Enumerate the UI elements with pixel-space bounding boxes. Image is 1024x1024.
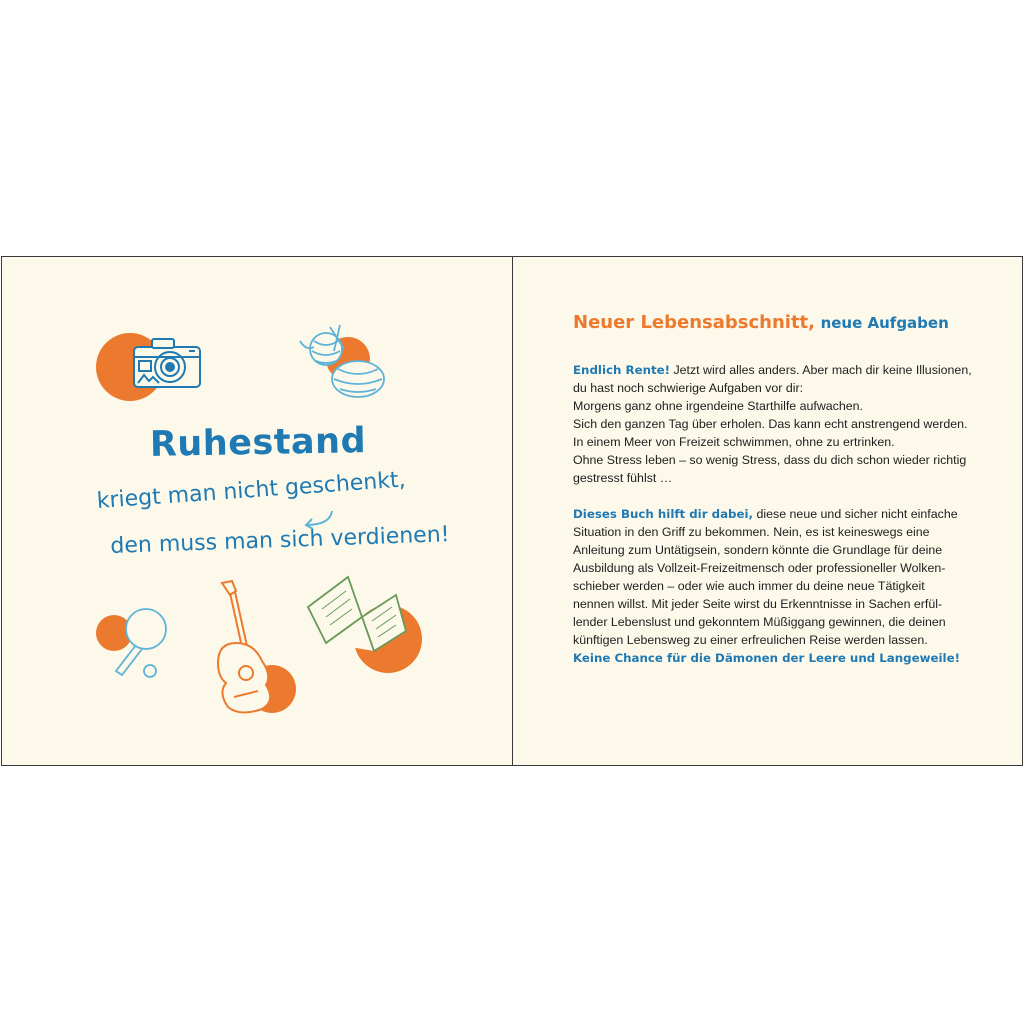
book-spread	[0, 256, 1024, 768]
paragraph-line: künftigen Lebensweg zu einer erfreulichen Reise werden lassen.	[573, 633, 928, 647]
camera-icon	[94, 327, 206, 411]
page-title: Ruhestand	[149, 421, 367, 465]
paragraph-line: gestresst fühlst …	[573, 471, 673, 485]
yarn-icon	[294, 321, 394, 405]
paragraph-2-lead: Dieses Buch hilft dir dabei,	[573, 507, 754, 521]
paragraph-2	[573, 505, 983, 667]
paragraph-line: schieber werden – oder wie auch immer du deine neue Tätigkeit	[573, 579, 925, 593]
guitar-icon	[206, 577, 306, 719]
paragraph-line: In einem Meer von Freizeit schwimmen, ohne zu ertrinken.	[573, 435, 895, 449]
right-page	[512, 256, 1023, 766]
section-heading	[573, 312, 949, 333]
paragraph-line: Anleitung zum Untätigsein, sondern könnte die Grundlage für deine	[573, 543, 943, 557]
left-page	[1, 256, 513, 766]
paragraph-1-lead: Endlich Rente!	[573, 363, 670, 377]
paragraph-line: du hast noch schwierige Aufgaben vor dir:	[573, 381, 804, 395]
paragraph-line: lender Lebenslust und gekonntem Müßiggang gewinnen, die deinen	[573, 615, 946, 629]
heading-orange: Neuer Lebensabschnitt,	[573, 312, 815, 333]
book-icon	[302, 567, 426, 677]
subtitle-line2: den muss man sich verdienen!	[110, 522, 450, 559]
paragraph-1	[573, 361, 983, 487]
paragraph-line: Ohne Stress leben – so wenig Stress, dass du dich schon wieder richtig	[573, 453, 967, 467]
closing-line: Keine Chance für die Dämonen der Leere und Langeweile!	[573, 651, 960, 665]
heading-blue: neue Aufgaben	[820, 314, 949, 332]
paragraph-line: Situation in den Griff zu bekommen. Nein, es ist keineswegs eine	[573, 525, 930, 539]
paragraph-line: nennen willst. Mit jeder Seite wirst du Erkenntnisse in Sachen erfül-	[573, 597, 943, 611]
paragraph-line: Sich den ganzen Tag über erholen. Das kann echt anstrengend werden.	[573, 417, 968, 431]
paragraph-line: diese neue und sicher nicht einfache	[753, 507, 958, 521]
paragraph-line: Ausbildung als Vollzeit-Freizeitmensch oder professioneller Wolken-	[573, 561, 946, 575]
paragraph-line: Jetzt wird alles anders. Aber mach dir keine Illusionen,	[670, 363, 972, 377]
paragraph-line: Morgens ganz ohne irgendeine Starthilfe aufwachen.	[573, 399, 863, 413]
table-tennis-icon	[94, 607, 184, 687]
subtitle-line1: kriegt man nicht geschenkt,	[96, 467, 407, 514]
